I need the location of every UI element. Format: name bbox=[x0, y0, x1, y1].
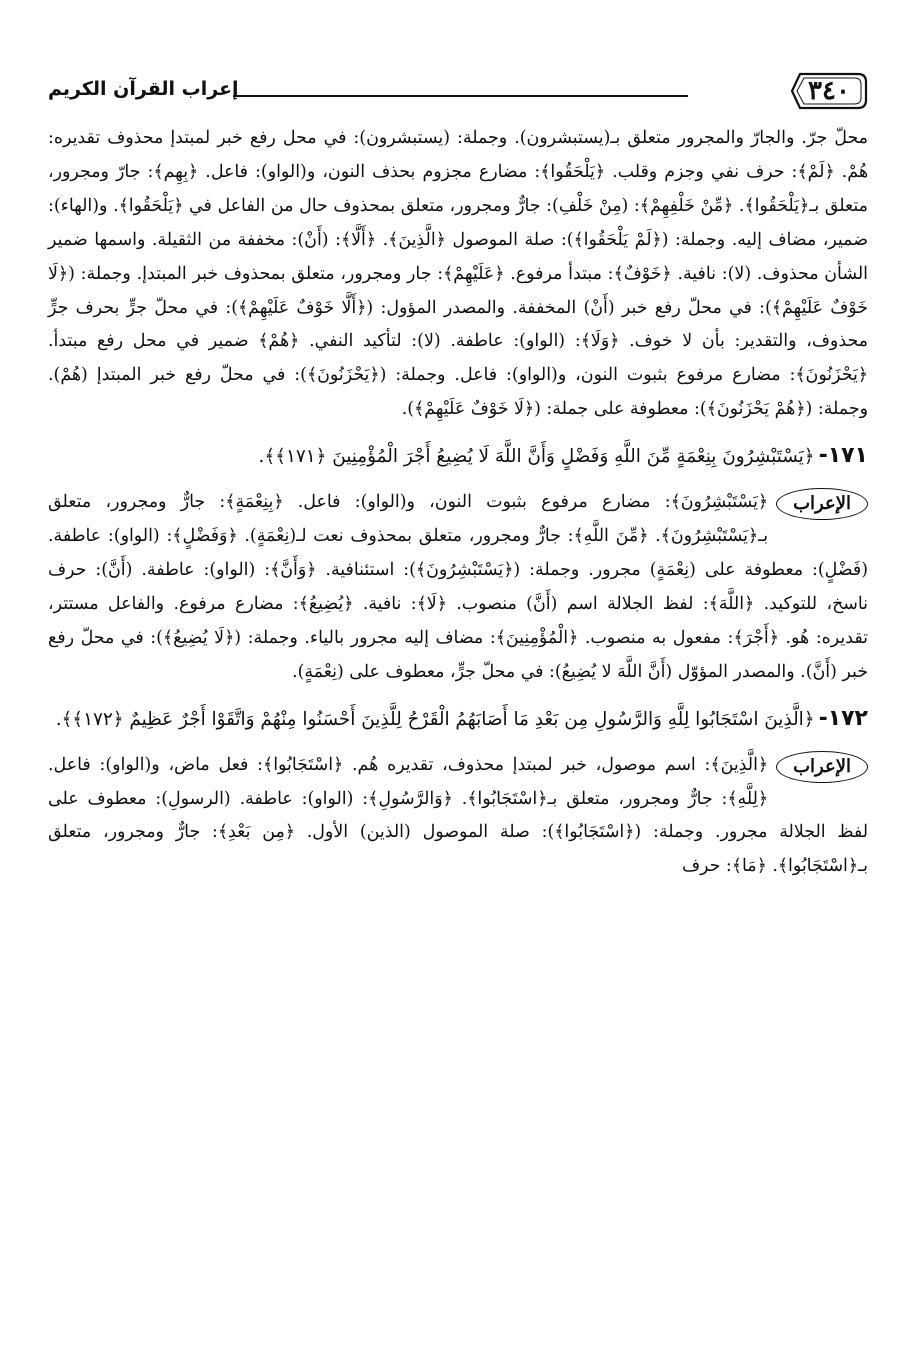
commentary-paragraph: محلّ جرّ. والجارّ والمجرور متعلق بـ(يستبشرون). وجملة: (يستبشرون): في محل رفع خبر لمبتدإ محذوف تقديره: هُمْ. ﴿لَمْ﴾: حرف نفي وجزم وقلب. ﴿يَلْحَقُوا﴾: مضارع مجزوم بحذف النون، و(الواو): فاعل. ﴿بِهِم﴾: جارّ ومجرور، متعلق بـ﴿يَلْحَقُوا﴾. ﴿مِّنْ خَلْفِهِمْ﴾: (مِنْ خَلْفِ): جارٌّ ومجرور، متعلق بمحذوف حال من الفاعل في ﴿يَلْحَقُوا﴾. و(الهاء): ضمير، مضاف إليه. وجملة: (﴿لَمْ يَلْحَقُوا﴾): صلة الموصول ﴿الَّذِينَ﴾. ﴿أَلَّا﴾: (أَنْ): مخففة من الثقيلة. واسمها ضمير الشأن محذوف. (لا): نافية. ﴿خَوْفٌ﴾: مبتدأ مرفوع. ﴿عَلَيْهِمْ﴾: جار ومجرور، متعلق بمحذوف خبر المبتدإ. وجملة: (﴿لَا خَوْفٌ عَلَيْهِمْ﴾): في محلّ رفع خبر (أَنْ) المخففة. والمصدر المؤول: (﴿أَلَّا خَوْفٌ عَلَيْهِمْ﴾): في محلّ جرٍّ بحرف جرٍّ محذوف، والتقدير: بأن لا خوف. ﴿وَلَا﴾: (الواو): عاطفة. (لا): لتأكيد النفي. ﴿هُمْ﴾ ضمير في محل رفع مبتدأ. ﴿يَحْزَنُونَ﴾: مضارع مرفوع بثبوت النون، و(الواو): فاعل. وجملة: (﴿يَحْزَنُونَ﴾): في محلّ رفع خبر المبتدإ (هُمْ). وجملة: (﴿هُمْ يَحْزَنُونَ﴾): معطوفة على جملة: (﴿لَا خَوْفٌ عَلَيْهِمْ﴾). bbox=[48, 128, 868, 420]
page-header bbox=[48, 62, 868, 122]
verse-172 bbox=[48, 702, 868, 737]
irab-section-171 bbox=[48, 486, 868, 689]
irab-badge: الإعراب bbox=[776, 751, 868, 783]
verse-number: ١٧١- bbox=[818, 443, 868, 469]
spacer bbox=[48, 474, 868, 486]
page-number-frame bbox=[790, 72, 868, 110]
header-rule bbox=[233, 95, 688, 97]
book-page bbox=[48, 62, 868, 1342]
irab-paragraph: ﴿الَّذِينَ﴾: اسم موصول، خبر لمبتدإ محذوف، تقديره هُم. ﴿اسْتَجَابُوا﴾: فعل ماض، و(الواو): فاعل. ﴿لِلَّهِ﴾: جارٌّ ومجرور، متعلق بـ﴿اسْتَجَابُوا﴾. ﴿وَالرَّسُولِ﴾: (الواو): عاطفة. (الرسولِ): معطوف على لفظ الجلالة مجرور. وجملة: (﴿اسْتَجَابُوا﴾): صلة الموصول (الذين) الأول. ﴿مِن بَعْدِ﴾: جارٌّ ومجرور، متعلق بـ﴿اسْتَجَابُوا﴾. ﴿مَا﴾: حرف bbox=[48, 754, 868, 877]
verse-number: ١٧٢- bbox=[818, 705, 868, 731]
irab-paragraph: ﴿يَسْتَبْشِرُونَ﴾: مضارع مرفوع بثبوت النون، و(الواو): فاعل. ﴿بِنِعْمَةٍ﴾: جارٌّ ومجرور، متعلق بـ﴿يَسْتَبْشِرُونَ﴾. ﴿مِّنَ اللَّهِ﴾: جارٌّ ومجرور، متعلق بمحذوف نعت لـ(نِعْمَةٍ). ﴿وَفَضْلٍ﴾: (الواو): عاطفة. (فَضْلٍ): معطوفة على (نِعْمَةٍ) مجرور. وجملة: (﴿يَسْتَبْشِرُونَ﴾): استئنافية. ﴿وَأَنَّ﴾: (الواو): عاطفة. (أَنَّ): حرف ناسخ، للتوكيد. ﴿اللَّهَ﴾: لفظ الجلالة اسم (أَنَّ) منصوب. ﴿لَا﴾: نافية. ﴿يُضِيعُ﴾: مضارع مرفوع. والفاعل مستتر، تقديره: هُو. ﴿أَجْرَ﴾: مفعول به منصوب. ﴿الْمُؤْمِنِينَ﴾: مضاف إليه مجرور بالياء. وجملة: (﴿لَا يُضِيعُ﴾): في محلّ رفع خبر (أَنَّ). والمصدر المؤوّل (أَنَّ اللَّهَ لا يُضِيعُ): في محلّ جرٍّ، معطوف على (نِعْمَةٍ). bbox=[48, 492, 868, 682]
irab-badge: الإعراب bbox=[776, 488, 868, 520]
verse-text: ﴿يَسْتَبْشِرُونَ بِنِعْمَةٍ مِّنَ اللَّهِ وَفَضْلٍ وَأَنَّ اللَّهَ لَا يُضِيعُ أَجْرَ الْمُؤْمِنِينَ ﴿١٧١﴾﴾. bbox=[258, 446, 815, 468]
spacer bbox=[48, 737, 868, 749]
spacer bbox=[48, 690, 868, 702]
verse-text: ﴿الَّذِينَ اسْتَجَابُوا لِلَّهِ وَالرَّسُولِ مِن بَعْدِ مَا أَصَابَهُمُ الْقَرْحُ لِلَّذِينَ أَحْسَنُوا مِنْهُمْ وَاتَّقَوْا أَجْرٌ عَظِيمٌ ﴿١٧٢﴾﴾. bbox=[55, 708, 815, 730]
irab-section-172 bbox=[48, 749, 868, 885]
book-title: إعراب القرآن الكريم bbox=[48, 78, 239, 100]
spacer bbox=[48, 427, 868, 439]
page-number: ٣٤٠ bbox=[808, 76, 850, 106]
verse-171 bbox=[48, 439, 868, 474]
